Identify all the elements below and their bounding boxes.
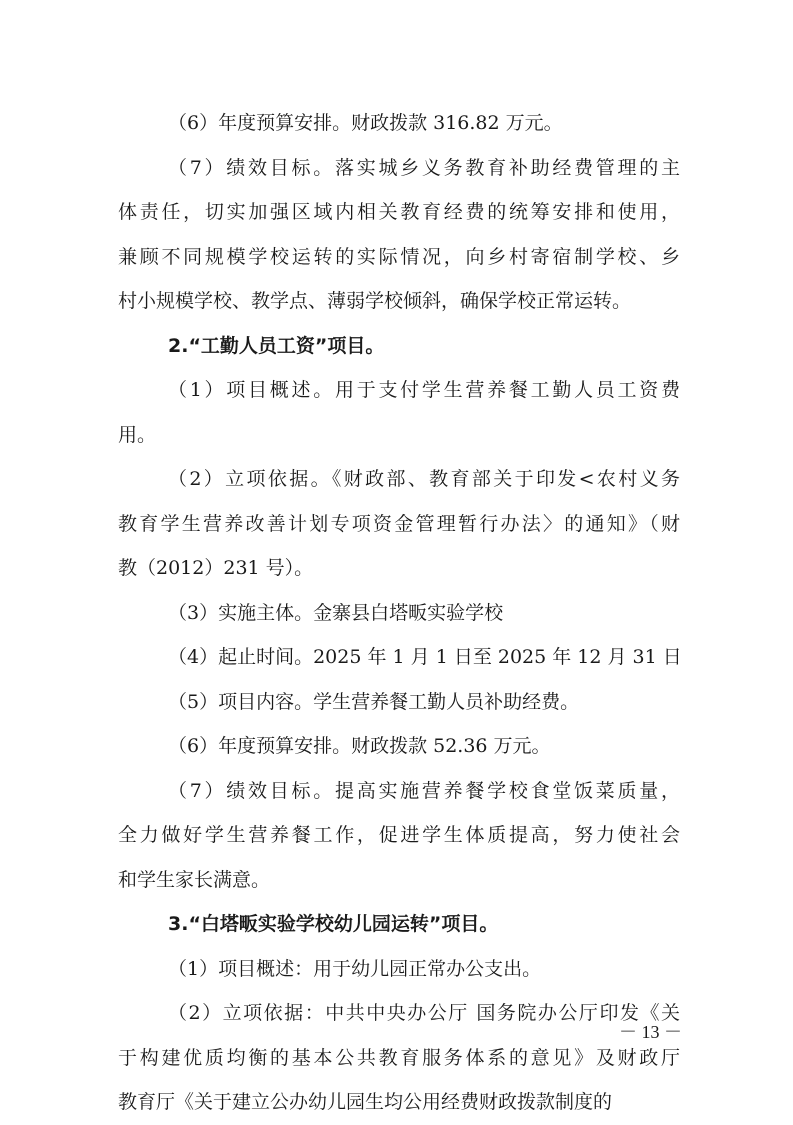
paragraph	[118, 101, 680, 146]
text-line: （1）项目概述：用于幼儿园正常办公支出。	[168, 957, 542, 980]
text-line: （2）立项依据。《财政部、教育部关于印发<农村义务	[168, 468, 680, 490]
text-line: 体责任，切实加强区域内相关教育经费的统筹安排和使用，	[118, 201, 680, 223]
text-line: 2.“工勤人员工资”项目。	[168, 334, 385, 357]
paragraph	[118, 724, 680, 769]
text-line: （5）项目内容。学生营养餐工勤人员补助经费。	[168, 690, 580, 713]
text-line: 全力做好学生营养餐工作，促进学生体质提高，努力使社会	[118, 824, 680, 846]
text-line: 村小规模学校、教学点、薄弱学校倾斜，确保学校正常运转。	[118, 290, 632, 312]
text-line: 教（2012）231 号）。	[118, 557, 314, 579]
text-line: （2）立项依据：中共中央办公厅 国务院办公厅印发《关	[168, 1002, 680, 1024]
paragraph	[118, 947, 680, 992]
paragraph	[118, 368, 680, 457]
text-line: 兼顾不同规模学校运转的实际情况，向乡村寄宿制学校、乡	[118, 245, 680, 268]
paragraph	[118, 591, 680, 636]
paragraph	[118, 991, 680, 1125]
text-line: 和学生家长满意。	[118, 868, 271, 891]
paragraph	[118, 457, 680, 591]
text-line: （4）起止时间。2025 年 1 月 1 日至 2025 年 12 月 31 日	[168, 646, 682, 668]
text-line: （7）绩效目标。落实城乡义务教育补助经费管理的主	[168, 156, 680, 179]
paragraph	[118, 146, 680, 324]
text-line: （6）年度预算安排。财政拨款 316.82 万元。	[168, 112, 563, 134]
section-heading	[118, 324, 680, 369]
text-line: （3）实施主体。金寨县白塔畈实验学校	[168, 601, 504, 624]
text-line: 3.“白塔畈实验学校幼儿园运转”项目。	[168, 913, 499, 935]
text-line: （6）年度预算安排。财政拨款 52.36 万元。	[168, 735, 551, 757]
text-line: 用。	[118, 423, 157, 446]
text-line: （1）项目概述。用于支付学生营养餐工勤人员工资费	[168, 379, 680, 401]
text-line: （7）绩效目标。提高实施营养餐学校食堂饭菜质量，	[168, 779, 680, 802]
text-line: 于构建优质均衡的基本公共教育服务体系的意见》及财政厅	[118, 1046, 680, 1069]
text-line: 教育厅《关于建立公办幼儿园生均公用经费财政拨款制度的	[118, 1091, 613, 1113]
paragraph	[118, 769, 680, 903]
page-number: － 13 －	[619, 1022, 682, 1042]
paragraph	[118, 680, 680, 725]
paragraph	[118, 635, 680, 680]
text-line: 教育学生营养改善计划专项资金管理暂行办法〉的通知》（财	[118, 512, 680, 535]
document-body	[118, 101, 680, 1125]
section-heading	[118, 902, 680, 947]
